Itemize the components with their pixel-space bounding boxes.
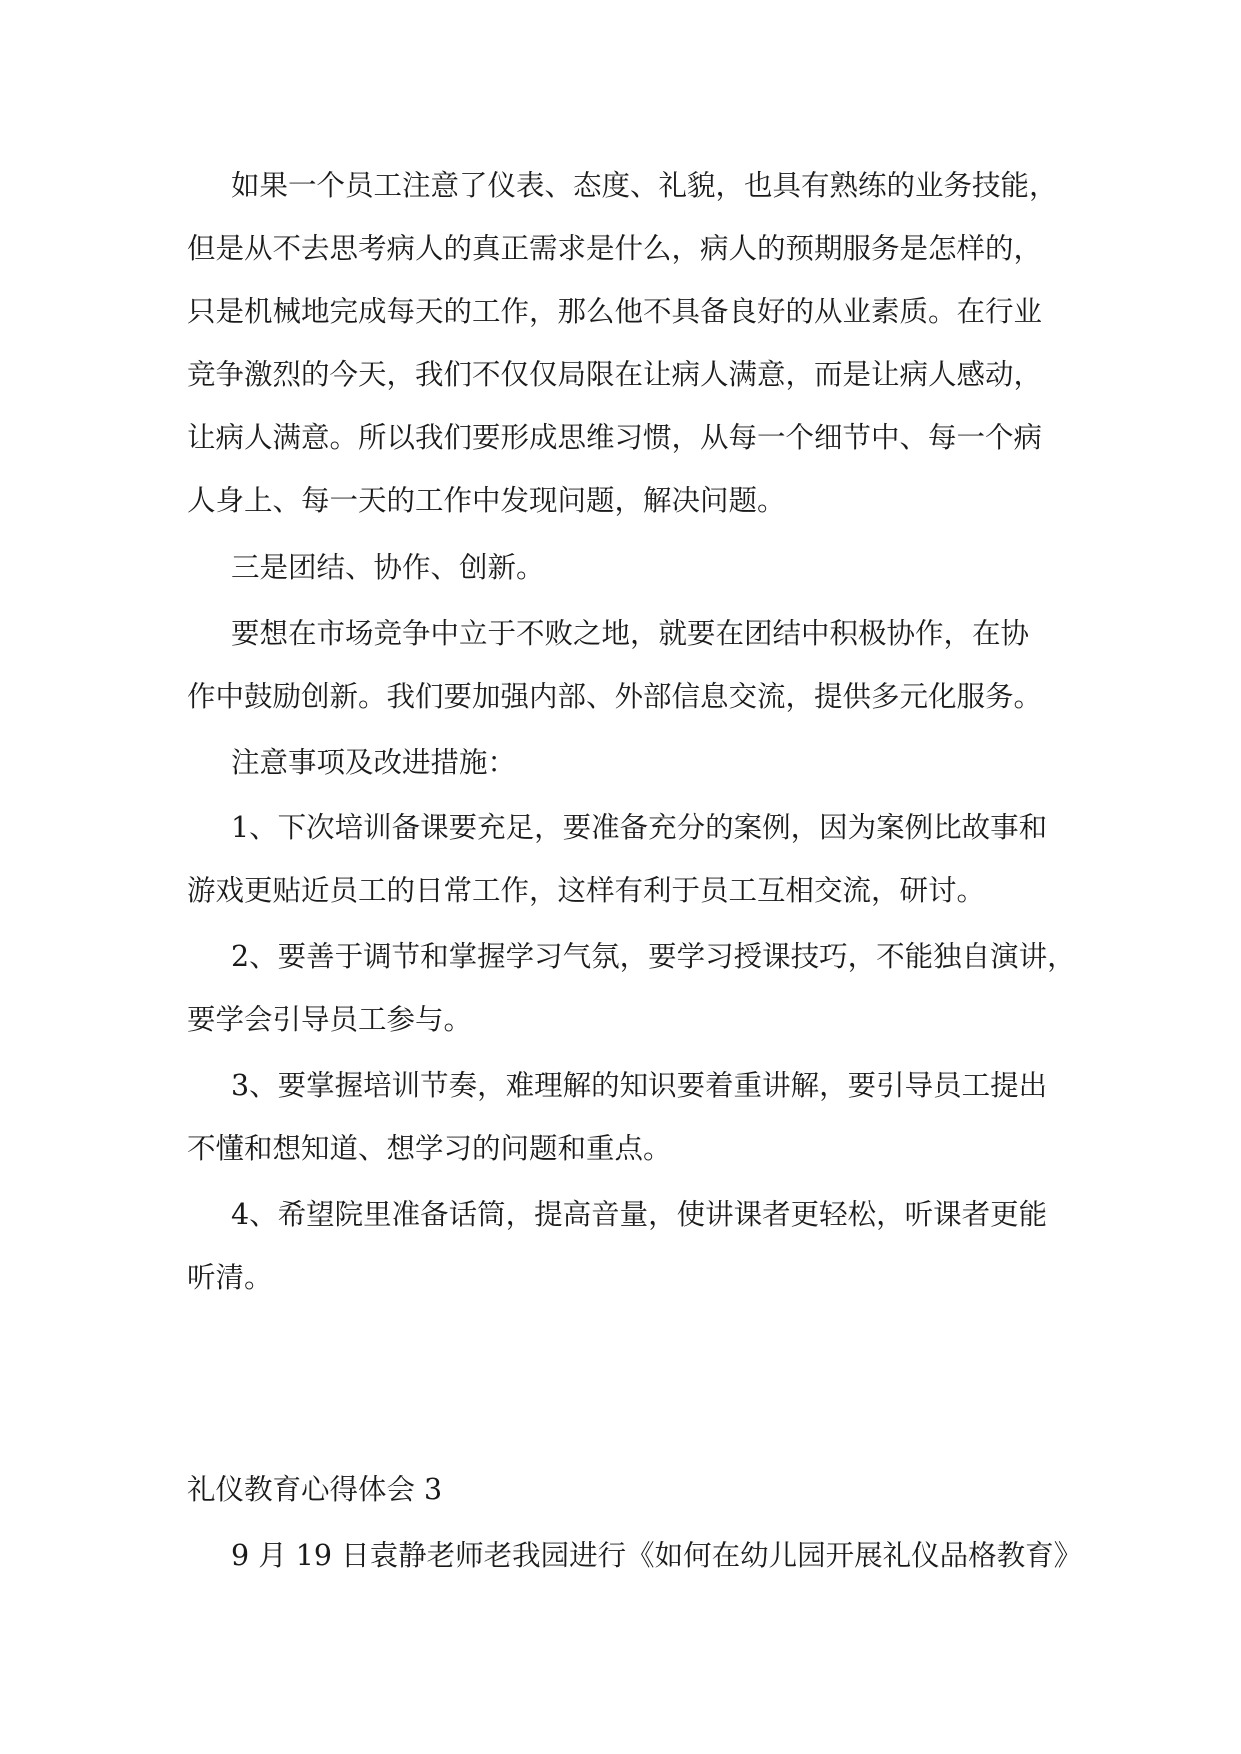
paragraph-line: 人身上、每一天的工作中发现问题，解决问题。 bbox=[187, 484, 786, 517]
list-item-line: 听清。 bbox=[187, 1261, 273, 1294]
list-item-line: 2、要善于调节和掌握学习气氛，要学习授课技巧，不能独自演讲， bbox=[231, 940, 1076, 973]
section-title: 礼仪教育心得体会 3 bbox=[187, 1473, 443, 1506]
list-item-line: 3、要掌握培训节奏，难理解的知识要着重讲解，要引导员工提出 bbox=[231, 1069, 1048, 1102]
paragraph-line: 作中鼓励创新。我们要加强内部、外部信息交流，提供多元化服务。 bbox=[187, 680, 1043, 713]
list-item-line: 不懂和想知道、想学习的问题和重点。 bbox=[187, 1132, 672, 1165]
paragraph-line: 只是机械地完成每天的工作，那么他不具备良好的从业素质。在行业 bbox=[187, 295, 1043, 328]
paragraph-line: 要想在市场竞争中立于不败之地，就要在团结中积极协作，在协 bbox=[231, 617, 1030, 650]
list-item-line: 要学会引导员工参与。 bbox=[187, 1003, 473, 1036]
list-item-line: 1、下次培训备课要充足，要准备充分的案例，因为案例比故事和 bbox=[231, 811, 1048, 844]
paragraph-line: 竞争激烈的今天，我们不仅仅局限在让病人满意，而是让病人感动， bbox=[187, 358, 1043, 391]
paragraph-line: 如果一个员工注意了仪表、态度、礼貌，也具有熟练的业务技能， bbox=[231, 169, 1058, 202]
section-heading: 注意事项及改进措施： bbox=[231, 746, 517, 779]
paragraph-line: 但是从不去思考病人的真正需求是什么，病人的预期服务是怎样的， bbox=[187, 232, 1043, 265]
paragraph-line: 让病人满意。所以我们要形成思维习惯，从每一个细节中、每一个病 bbox=[187, 421, 1043, 454]
paragraph-line: 9 月 19 日袁静老师老我园进行《如何在幼儿园开展礼仪品格教育》 bbox=[231, 1539, 1083, 1572]
section-heading: 三是团结、协作、创新。 bbox=[231, 551, 545, 584]
list-item-line: 4、希望院里准备话筒，提高音量，使讲课者更轻松，听课者更能 bbox=[231, 1198, 1048, 1231]
list-item-line: 游戏更贴近员工的日常工作，这样有利于员工互相交流，研讨。 bbox=[187, 874, 986, 907]
